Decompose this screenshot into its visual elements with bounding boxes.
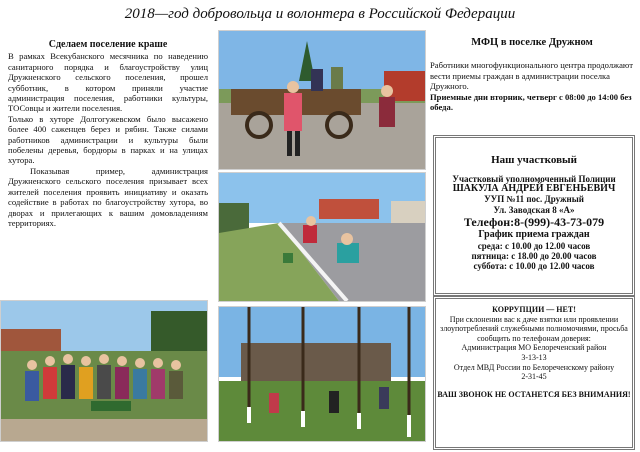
admin-phone: 3-13-13 xyxy=(521,352,547,362)
schedule-friday: пятница: с 18.00 до 20.00 часов xyxy=(471,251,597,262)
mfc-notice xyxy=(430,38,634,112)
article-paragraph-2: Только в хуторе Долгогужевском было высажено более 400 саженцев берез и рябин. Также силами работников администрации и культуры были побелены деревья, бордюры в парках и на улицах хутора. xyxy=(8,113,208,166)
officer-heading: Наш участковый xyxy=(491,154,577,166)
photo-cart-volunteers xyxy=(218,30,426,170)
photo-tree-whitewashing xyxy=(218,306,426,442)
officer-name: ШАКУЛА АНДРЕЙ ЕВГЕНЬЕВИЧ xyxy=(452,183,616,195)
article-paragraph-1: В рамках Всекубанского месячника по наведению санитарного порядка и благоустройству улиц Дружненского сельского поселения, прошел субботник, в котором приняли участие администрация поселения, работники культуры, ТОСовцы и жители поселения. xyxy=(8,51,208,114)
corruption-text: При склонении вас к даче взятки или проявлении злоупотреблений служебными полномочиями, просьба сообщить по телефонам доверия: xyxy=(440,314,628,343)
officer-unit: УУП №11 пос. Дружный xyxy=(484,194,584,205)
schedule-saturday: суббота: с 10.00 до 12.00 часов xyxy=(473,261,595,272)
mfc-hours: Приемные дни вторник, четверг с 08:00 до 14:00 без обеда. xyxy=(430,91,632,113)
police-phone: 2-31-45 xyxy=(521,372,547,382)
corruption-heading: КОРРУПЦИИ — НЕТ! xyxy=(492,305,576,314)
mfc-text: Работники многофункционального центра продолжают вести приемы граждан в администрации поселка Дружного. xyxy=(430,60,633,92)
left-article xyxy=(8,40,208,228)
officer-box xyxy=(433,135,635,296)
corruption-box xyxy=(433,296,635,450)
admin-label: Администрация МО Белореченский район xyxy=(461,343,607,353)
page-title: 2018—год добровольца и волонтера в Российской Федерации xyxy=(124,6,516,22)
article-heading: Сделаем поселение краше xyxy=(48,39,168,50)
mfc-heading: МФЦ в поселке Дружном xyxy=(471,37,593,48)
schedule-title: График приема граждан xyxy=(478,228,590,240)
corruption-closing: ВАШ ЗВОНОК НЕ ОСТАНЕТСЯ БЕЗ ВНИМАНИЯ! xyxy=(437,389,631,399)
officer-address: Ул. Заводская 8 «А» xyxy=(493,204,575,215)
schedule-wednesday: среда: с 10.00 до 12.00 часов xyxy=(477,240,591,251)
article-paragraph-3: Показывая пример, администрация Дружненского сельского поселения призывает всех жителей поселения проявить инициативу и оказать содействие в работах по благоустройству хутора, во дворах и прилегающих к вашим домовладениям территориях. xyxy=(8,165,208,228)
photo-group-volunteers xyxy=(0,300,208,442)
officer-phone: Телефон:8-(999)-43-73-079 xyxy=(463,214,605,229)
police-label: Отдел МВД России по Белореченскому району xyxy=(453,362,615,372)
officer-role: Участковый уполномоченный Полиции xyxy=(452,174,616,184)
photo-curb-painting xyxy=(218,172,426,302)
